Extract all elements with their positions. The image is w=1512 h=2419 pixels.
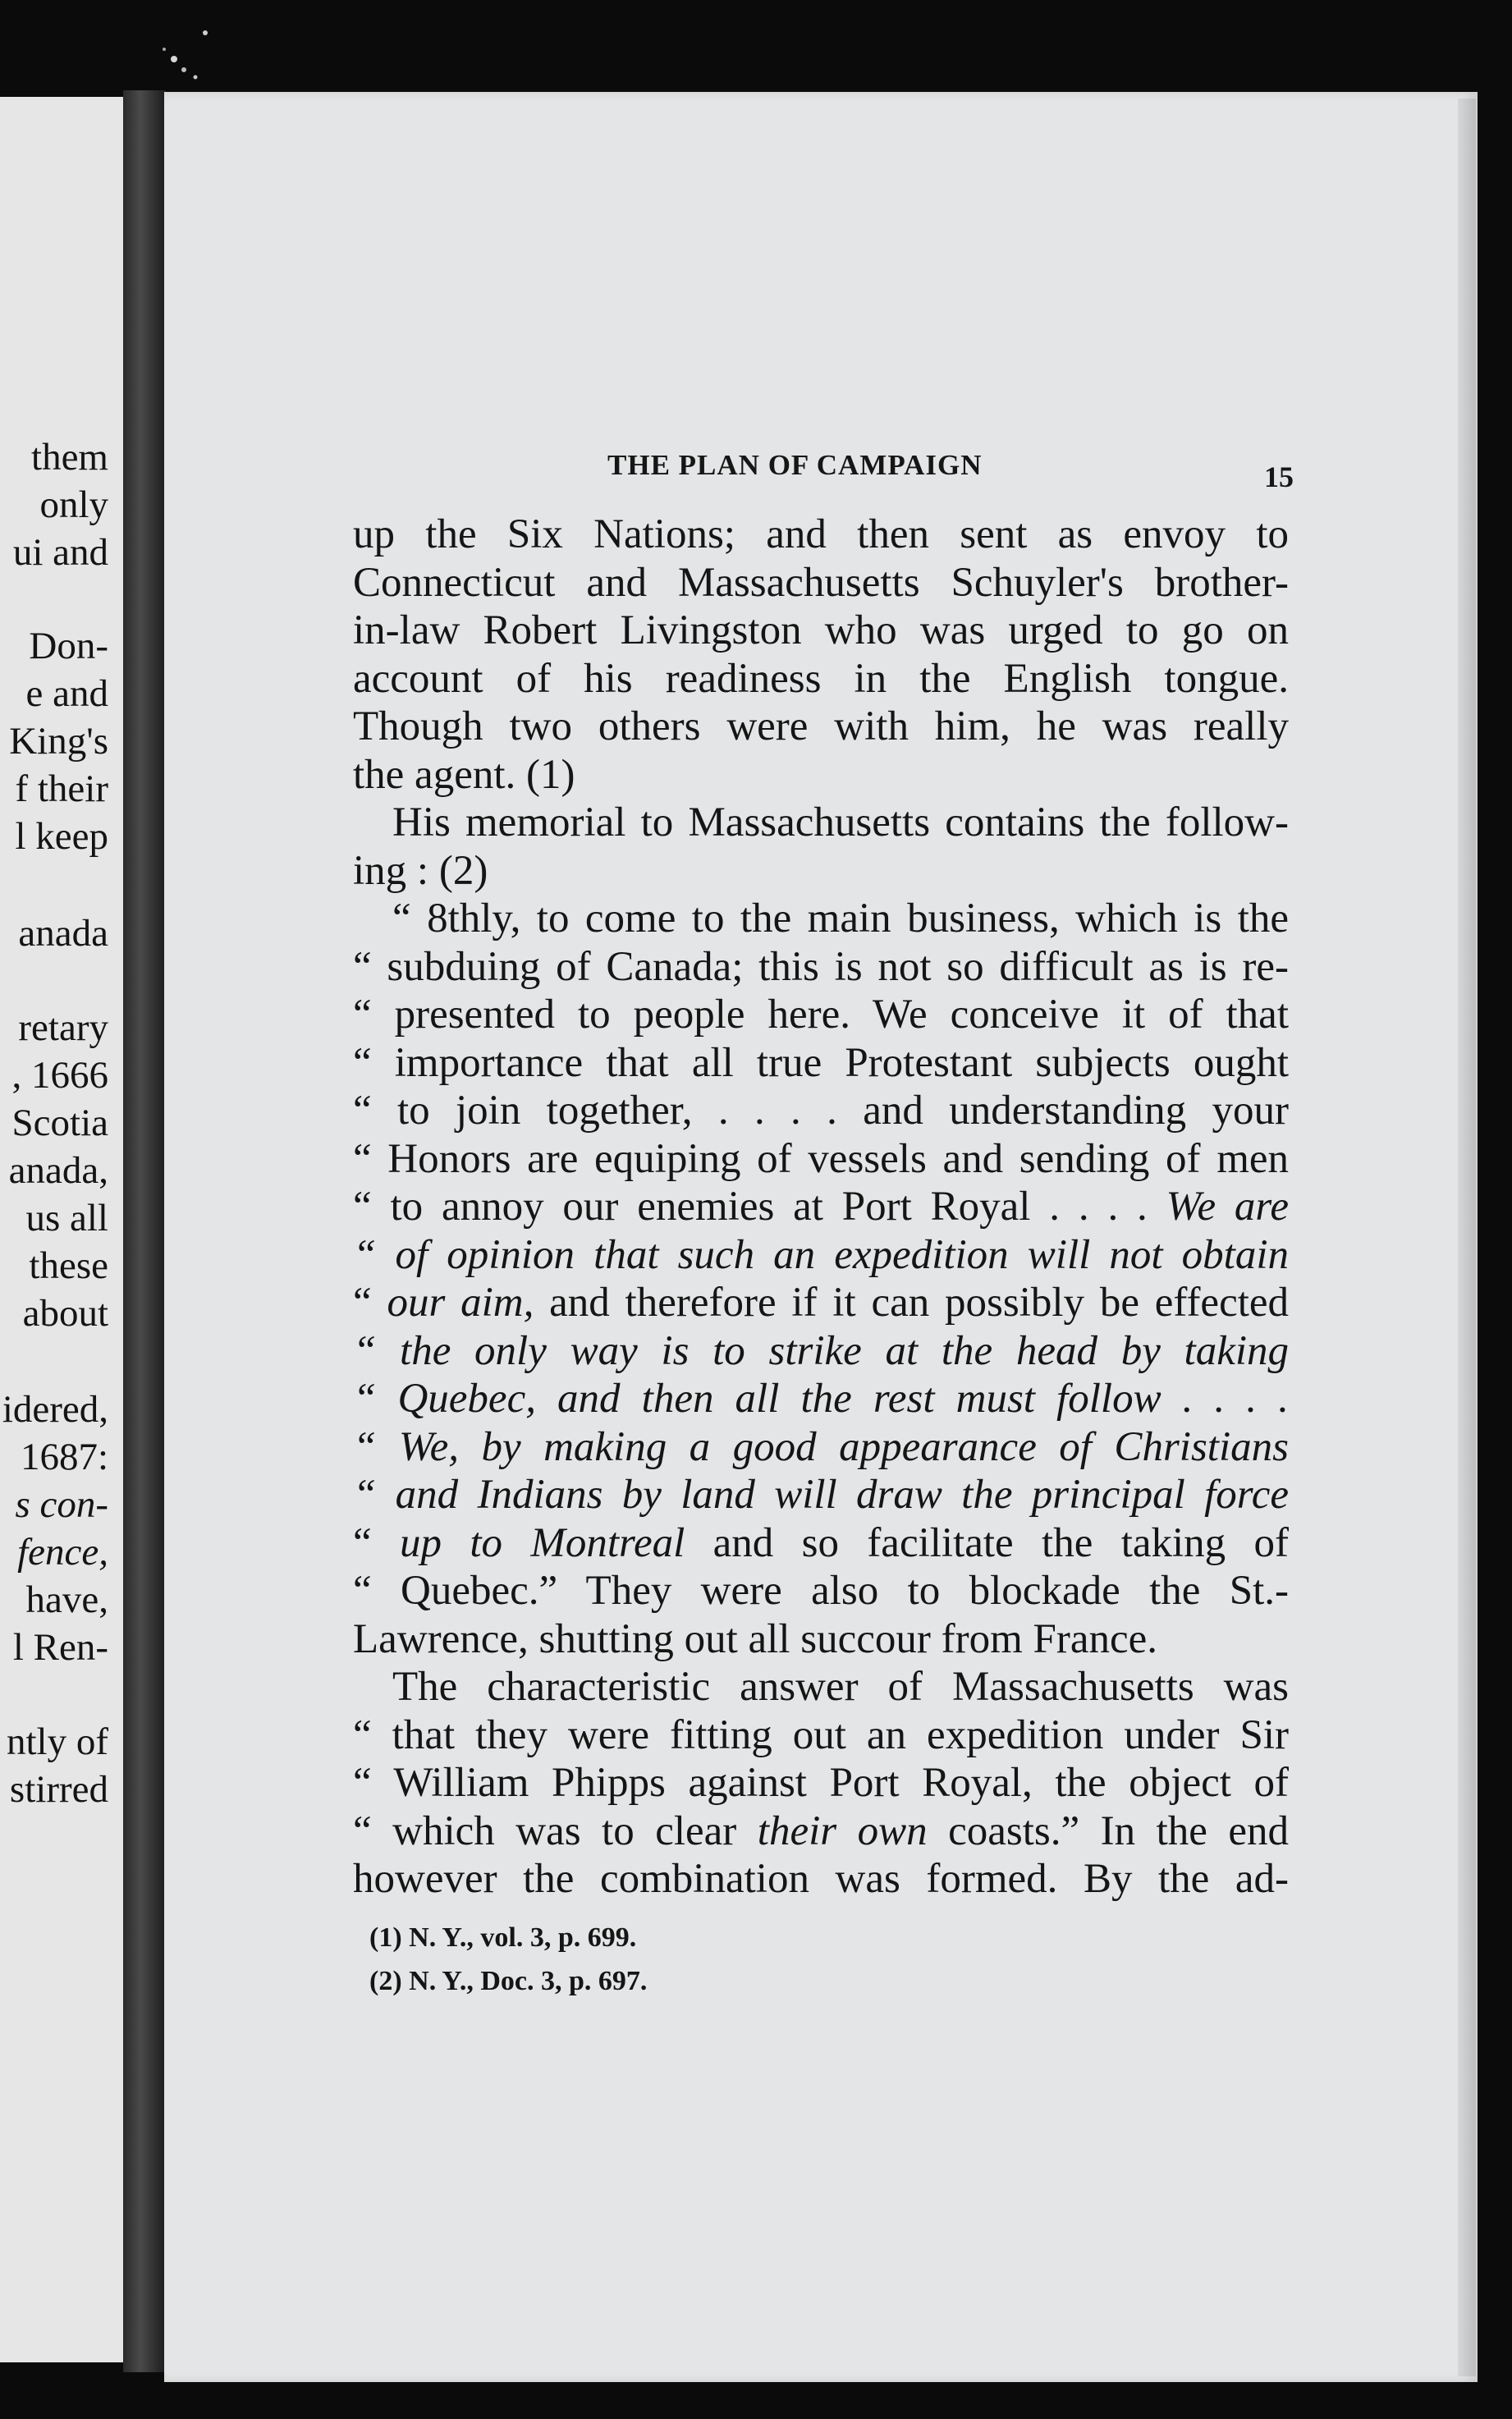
italic-segment: their own	[757, 1807, 928, 1854]
left-fragment: us all	[25, 1197, 108, 1239]
quote-line: “ to join together, . . . . and understanding your	[353, 1088, 1289, 1134]
page-number: 15	[1264, 460, 1294, 493]
left-fragment: stirred	[9, 1768, 108, 1811]
italic-segment: “ the only way is to strike at the head by taking	[353, 1327, 1289, 1374]
left-fragment: anada,	[8, 1149, 108, 1192]
quote-segment: and therefore if it can possibly be effected	[549, 1280, 1290, 1326]
text-line: The characteristic answer of Massachusetts was	[392, 1664, 1289, 1710]
left-fragment: only	[39, 483, 108, 526]
text-segment: coasts.” In the end	[948, 1807, 1290, 1854]
left-fragment: fence,	[17, 1531, 108, 1574]
italic-segment: “ Quebec, and then all the rest must follow . . . .	[353, 1376, 1289, 1422]
text-line: His memorial to Massachusetts contains the follow-	[392, 799, 1289, 845]
left-fragment: have,	[25, 1578, 108, 1621]
text-line: in-law Robert Livingston who was urged to go on	[353, 607, 1289, 653]
quote-line: “ 8thly, to come to the main business, which is the	[392, 896, 1289, 941]
page-edge-shadow	[1458, 99, 1476, 2376]
text-line: “ Quebec.” They were also to blockade the St.-	[353, 1568, 1289, 1614]
left-fragment: e and	[25, 672, 108, 715]
left-fragment: about	[22, 1292, 108, 1335]
italic-segment: We are	[1166, 1184, 1290, 1230]
text-line: up the Six Nations; and then sent as envoy to	[353, 511, 1289, 557]
quote-line: “ importance that all true Protestant subjects ought	[353, 1039, 1289, 1086]
left-fragment: 1687:	[20, 1436, 108, 1478]
left-fragment: , 1666	[11, 1054, 108, 1097]
quote-line	[353, 1279, 1289, 1327]
quote-line	[353, 1519, 1289, 1568]
text-line: “ William Phipps against Port Royal, the object of	[353, 1760, 1289, 1806]
quote-segment: and so facilitate the taking of	[712, 1519, 1290, 1566]
left-fragment: s con-	[15, 1483, 108, 1526]
left-fragment: l keep	[15, 815, 108, 858]
right-page	[164, 92, 1478, 2382]
body-text	[353, 511, 1289, 1904]
text-line: account of his readiness in the English tongue.	[353, 655, 1289, 702]
italic-segment: up to Montreal	[400, 1519, 685, 1566]
dust-speck-mark	[156, 25, 230, 82]
left-fragment: idered,	[2, 1388, 108, 1431]
text-line: however the combination was formed. By the ad-	[353, 1856, 1289, 1902]
left-fragment: these	[29, 1244, 108, 1287]
quote-line	[353, 1183, 1289, 1231]
italic-segment: “ We, by making a good appearance of Christians	[353, 1423, 1289, 1470]
left-fragment: ui and	[12, 531, 108, 574]
text-line: ing : (2)	[353, 847, 488, 894]
text-line: Lawrence, shutting out all succour from France.	[353, 1615, 1158, 1662]
quote-mark: “	[353, 1280, 372, 1326]
left-fragment: Don-	[29, 625, 108, 667]
text-line: Connecticut and Massachusetts Schuyler's brother-	[353, 559, 1289, 606]
quote-line	[353, 1471, 1289, 1519]
text-segment: “ which was to clear	[353, 1807, 737, 1854]
text-line: the agent. (1)	[353, 751, 575, 798]
quote-line	[353, 1231, 1289, 1280]
text-line	[353, 1807, 1289, 1856]
left-facing-page	[0, 97, 123, 2362]
left-fragment: King's	[9, 720, 108, 763]
italic-segment: “ of opinion that such an expedition will not obtain	[353, 1231, 1289, 1278]
left-fragment: l Ren-	[12, 1626, 108, 1669]
quote-segment: “ to annoy our enemies at Port Royal . . . .	[353, 1184, 1148, 1230]
quote-mark: “	[353, 1519, 372, 1566]
left-fragment: Scotia	[11, 1102, 108, 1144]
quote-line	[353, 1423, 1289, 1472]
quote-line: “ subduing of Canada; this is not so difficult as is re-	[353, 943, 1289, 990]
quote-line	[353, 1375, 1289, 1423]
left-fragment: retary	[18, 1006, 108, 1049]
text-line: Though two others were with him, he was really	[353, 703, 1289, 749]
quote-line: “ presented to people here. We conceive it of that	[353, 992, 1289, 1038]
left-fragment: ntly of	[6, 1720, 108, 1763]
quote-line	[353, 1327, 1289, 1376]
italic-segment: “ and Indians by land will draw the principal force	[353, 1472, 1289, 1518]
footnote: (1) N. Y., vol. 3, p. 699.	[369, 1922, 637, 1953]
italic-segment: our aim,	[387, 1280, 534, 1326]
quote-line: “ Honors are equiping of vessels and sending of men	[353, 1135, 1289, 1182]
left-fragment: them	[31, 436, 108, 479]
running-head: THE PLAN OF CAMPAIGN	[607, 449, 983, 481]
footnote: (2) N. Y., Doc. 3, p. 697.	[369, 1966, 648, 1996]
book-gutter	[123, 90, 166, 2372]
left-fragment: f their	[15, 767, 108, 810]
left-fragment: anada	[18, 912, 108, 955]
text-line: “ that they were fitting out an expedition under Sir	[353, 1711, 1289, 1758]
footnotes	[369, 1916, 647, 2003]
